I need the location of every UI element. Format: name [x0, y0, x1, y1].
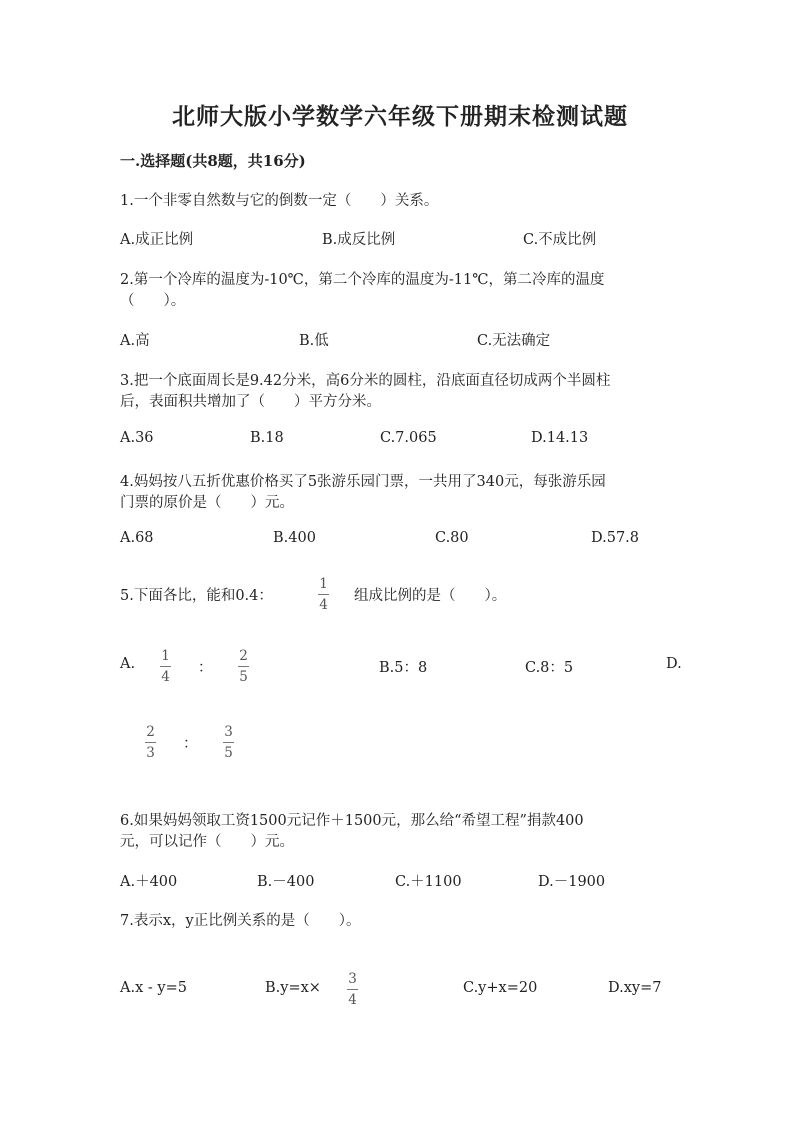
- question-5-text-prefix: 5.下面各比，能和0.4：: [120, 588, 273, 604]
- question-3-option-c: C.7.065: [380, 430, 437, 446]
- fraction-denominator: 5: [224, 745, 233, 761]
- question-3-option-b: B.18: [250, 430, 284, 446]
- question-3-text-line-2: 后，表面积共增加了（ ）平方分米。: [120, 394, 381, 410]
- question-1-text: 1.一个非零自然数与它的倒数一定（ ）关系。: [120, 193, 439, 209]
- question-3-text-line-1: 3.把一个底面周长是9.42分米，高6分米的圆柱，沿底面直径切成两个半圆柱: [120, 373, 611, 389]
- question-5-option-b: B.5：8: [379, 660, 428, 676]
- question-5-text-suffix: 组成比例的是（ ）。: [354, 588, 507, 604]
- fraction-denominator: 3: [146, 745, 155, 761]
- fraction-bar: [145, 742, 156, 743]
- fraction-numerator: 3: [224, 724, 233, 740]
- question-7-text: 7.表示x，y正比例关系的是（ ）。: [120, 913, 361, 929]
- fraction-bar: [347, 989, 358, 990]
- fraction-denominator: 4: [348, 992, 357, 1008]
- question-1-option-a: A.成正比例: [120, 232, 194, 248]
- fraction-bar: [160, 666, 171, 667]
- question-5-option-d-label: D.: [666, 656, 682, 672]
- fraction-numerator: 2: [239, 648, 248, 664]
- question-5-fraction: [318, 576, 329, 613]
- question-2-option-a: A.高: [120, 333, 150, 349]
- fraction-numerator: 1: [161, 648, 170, 664]
- question-6-text-line-2: 元，可以记作（ ）元。: [120, 834, 294, 850]
- question-1-option-c: C.不成比例: [523, 232, 597, 248]
- fraction-numerator: 2: [146, 724, 155, 740]
- question-7-option-c: C.y+x=20: [463, 980, 538, 996]
- question-5-option-a-fraction-left: [160, 648, 171, 685]
- section-heading: 一.选择题(共8题，共16分): [120, 152, 306, 170]
- question-4-option-b: B.400: [273, 530, 316, 546]
- fraction-denominator: 4: [161, 669, 170, 685]
- fraction-numerator: 3: [348, 971, 357, 987]
- question-6-option-a: A.＋400: [120, 874, 178, 890]
- question-2-text-line-2: （ ）。: [120, 293, 186, 309]
- question-4-text-line-2: 门票的原价是（ ）元。: [120, 495, 294, 511]
- question-4-text-line-1: 4.妈妈按八五折优惠价格买了5张游乐园门票，一共用了340元，每张游乐园: [120, 474, 606, 490]
- question-5-option-c: C.8：5: [525, 660, 574, 676]
- question-6-option-d: D.－1900: [538, 874, 606, 890]
- question-7-option-d: D.xy=7: [608, 980, 662, 996]
- fraction-bar: [223, 742, 234, 743]
- question-4-option-d: D.57.8: [591, 530, 640, 546]
- question-6-option-c: C.＋1100: [395, 874, 462, 890]
- question-5-option-a-fraction-right: [238, 648, 249, 685]
- question-5-option-a-label: A.: [120, 656, 136, 672]
- question-7-option-a: A.x - y=5: [120, 980, 187, 996]
- question-4-option-c: C.80: [435, 530, 469, 546]
- question-5-option-a-colon: ：: [198, 660, 213, 676]
- question-5-option-d-fraction-right: [223, 724, 234, 761]
- fraction-numerator: 1: [319, 576, 328, 592]
- fraction-bar: [238, 666, 249, 667]
- question-5-option-d-fraction-left: [145, 724, 156, 761]
- fraction-denominator: 4: [319, 597, 328, 613]
- fraction-bar: [318, 594, 329, 595]
- question-2-option-b: B.低: [299, 333, 329, 349]
- question-6-option-b: B.－400: [257, 874, 315, 890]
- question-6-text-line-1: 6.如果妈妈领取工资1500元记作＋1500元，那么给“希望工程”捐款400: [120, 813, 584, 829]
- question-7-option-b-fraction: [347, 971, 358, 1008]
- question-3-option-d: D.14.13: [531, 430, 589, 446]
- fraction-denominator: 5: [239, 669, 248, 685]
- question-2-text-line-1: 2.第一个冷库的温度为-10℃，第二个冷库的温度为-11℃，第二冷库的温度: [120, 272, 605, 288]
- question-3-option-a: A.36: [120, 430, 154, 446]
- question-2-option-c: C.无法确定: [477, 333, 551, 349]
- question-4-option-a: A.68: [120, 530, 154, 546]
- question-5-option-d-colon: ：: [183, 736, 198, 752]
- page-title: 北师大版小学数学六年级下册期末检测试题: [172, 103, 628, 130]
- question-7-option-b: B.y=x×: [265, 980, 321, 996]
- question-1-option-b: B.成反比例: [322, 232, 396, 248]
